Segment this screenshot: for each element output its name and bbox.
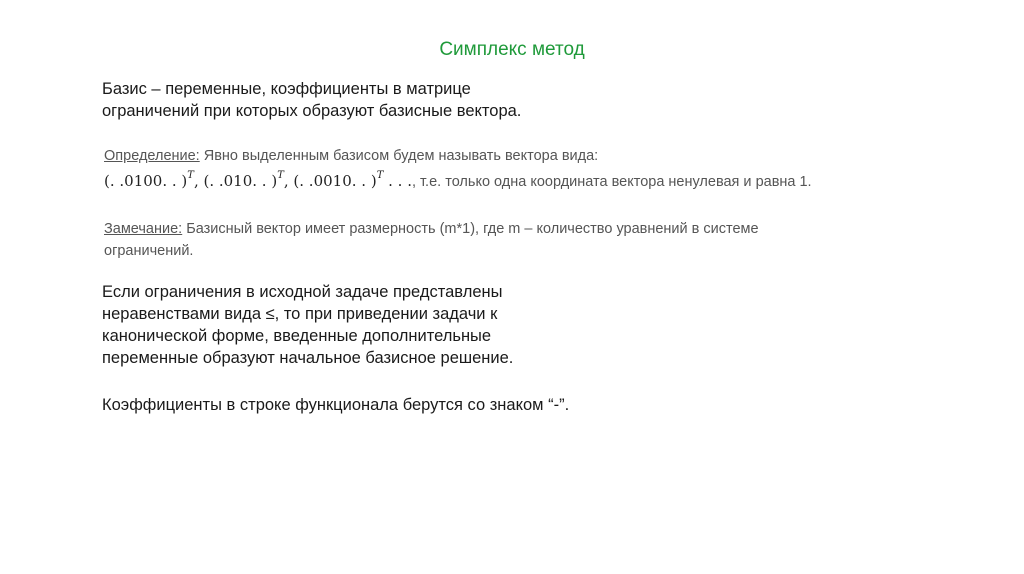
constraints-line-1: Если ограничения в исходной задаче представлены [102,283,503,301]
remark-label: Замечание: [104,221,183,237]
vector-formula-2: (. .010. . )$^T$, [203,170,294,190]
definition-text: Явно выделенным базисом будем называть вектора вида: [199,148,599,164]
definition-block [104,145,812,193]
slide-title: Симплекс метод [439,39,585,60]
basis-line-2: ограничений при которых образуют базисные вектора. [102,102,522,120]
remark-row-2: ограничений. [104,243,194,259]
vectors-row [104,167,812,193]
vector-formula-3: (. .0010. . )$^T$ . . . [293,170,412,190]
coefficients-paragraph: Коэффициенты в строке функционала берутся со знаком “-”. [102,396,570,414]
constraints-line-3: канонической форме, введенные дополнительные [102,327,492,345]
remark-row-1 [104,218,759,240]
definition-tail: , т.е. только одна координата вектора ненулевая и равна 1. [411,174,812,190]
definition-label: Определение: [104,148,200,164]
constraints-paragraph [102,281,562,369]
definition-row [104,145,812,167]
vector-formula-1: (. .0100. . )$^T$, [104,170,204,190]
remark-text-1: Базисный вектор имеет размерность (m*1), где m – количество уравнений в системе [182,221,759,237]
constraints-line-2: неравенствами вида ≤, то при приведении задачи к [102,305,498,323]
basis-definition-paragraph [102,78,572,122]
constraints-line-4: переменные образуют начальное базисное решение. [102,349,514,367]
remark-block [104,218,759,262]
basis-line-1: Базис – переменные, коэффициенты в матрице [102,80,471,98]
